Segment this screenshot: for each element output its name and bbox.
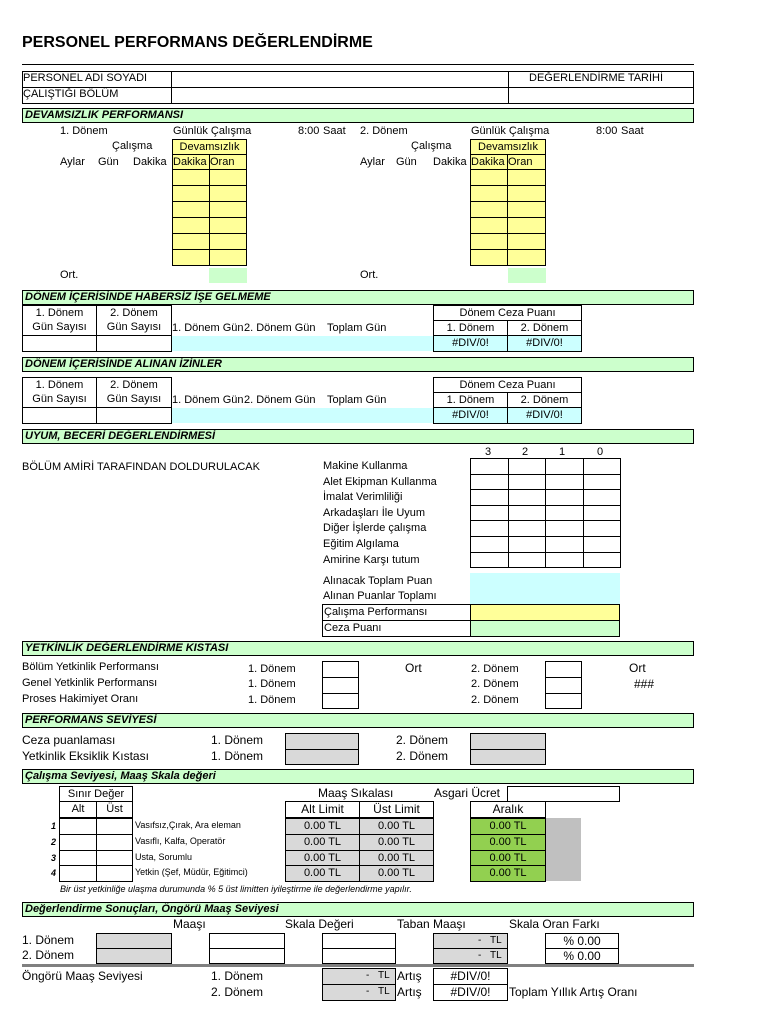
limit-alt: Alt — [59, 801, 97, 818]
skill-score-cell[interactable] — [583, 489, 622, 506]
skill-score-cell[interactable] — [545, 505, 584, 522]
salary-range-value: 0.00 TL — [470, 818, 546, 835]
level-p1-value-2 — [285, 749, 359, 765]
abs-p2-input[interactable] — [96, 335, 172, 352]
forecast-p1: 1. Dönem — [211, 969, 264, 983]
att-p1-dakika-cell[interactable] — [172, 233, 210, 250]
att-p2-dakika-cell[interactable] — [470, 249, 508, 266]
forecast-p2-artis: Artış — [397, 985, 422, 999]
att-p1-calisma: Çalışma — [112, 140, 153, 152]
salary-note: Bir üst yetkinliğe ulaşma durumunda % 5 üst limitten iyileştirme ile değerlendirme yapılır. — [60, 884, 412, 894]
att-p1-daily: Günlük Çalışma — [173, 125, 252, 137]
section-results: Değerlendirme Sonuçları, Öngörü Maaş Seviyesi — [22, 902, 694, 917]
abs-penalty-p1: 1. Dönem — [433, 320, 508, 336]
salary-ust-input[interactable] — [96, 865, 133, 882]
comp-ort-1: Ort — [405, 661, 422, 675]
skill-score-cell[interactable] — [470, 552, 509, 569]
att-p2-dakika-cell[interactable] — [470, 233, 508, 250]
att-p2-aylar: Aylar — [360, 156, 385, 168]
forecast-p2-dash: - — [366, 986, 370, 997]
salary-lower-value: 0.00 TL — [285, 834, 360, 851]
forecast-p2-err: #DIV/0! — [433, 984, 508, 1001]
res-p2-maas[interactable] — [209, 948, 285, 964]
comp-p2-3: 2. Dönem — [471, 694, 519, 706]
att-p1-dakika-cell[interactable] — [172, 201, 210, 218]
leave-penalty-head: Dönem Ceza Puanı — [433, 377, 582, 393]
skill-score-cell[interactable] — [470, 458, 509, 475]
abs-penalty-p1-value: #DIV/0! — [433, 335, 508, 352]
att-p2-ort: Ort. — [360, 269, 379, 281]
salary-row-label: Vasıflı, Kalfa, Operatör — [135, 835, 226, 846]
res-p1-maas[interactable] — [209, 933, 285, 949]
skill-score-cell[interactable] — [583, 505, 622, 522]
att-p1-dakika-cell[interactable] — [172, 217, 210, 234]
results-divider — [22, 964, 694, 967]
name-input[interactable] — [171, 71, 509, 88]
att-p1-oran-cell[interactable] — [209, 169, 247, 186]
att-p1-hours: 8:00 — [298, 125, 320, 137]
level-p2-value-1 — [470, 733, 546, 750]
salary-row-number: 4 — [51, 868, 57, 879]
salary-alt-input[interactable] — [59, 850, 97, 867]
abs-penalty-head: Dönem Ceza Puanı — [433, 305, 582, 321]
leave-penalty-p1: 1. Dönem — [433, 392, 508, 408]
skill-score-cell[interactable] — [508, 474, 547, 491]
lower-limit-head: Alt Limit — [285, 801, 360, 818]
range-side-block — [546, 818, 581, 881]
att-p1-dakika-a: Dakika — [133, 156, 167, 168]
leave-p2-gun: 2. Dönem Gün — [244, 394, 316, 406]
skills-score-2: 2 — [522, 446, 529, 458]
skill-score-cell[interactable] — [508, 536, 547, 553]
limit-ust: Üst — [96, 801, 133, 818]
comp-row-1: Bölüm Yetkinlik Performansı — [22, 661, 159, 673]
comp-p2-2: 2. Dönem — [471, 678, 519, 690]
forecast-p2: 2. Dönem — [211, 985, 264, 999]
section-level: PERFORMANS SEVİYESİ — [22, 713, 694, 728]
salary-row-number: 3 — [51, 852, 57, 863]
leave-p1-gun: 1. Dönem Gün — [172, 394, 244, 406]
skill-score-cell[interactable] — [545, 458, 584, 475]
res-ratio: Skala Oran Farkı — [509, 917, 600, 931]
level-row-1: Ceza puanlaması — [22, 733, 116, 747]
res-p1-gray — [96, 933, 172, 949]
skill-score-cell[interactable] — [508, 520, 547, 537]
skill-score-cell[interactable] — [545, 552, 584, 569]
att-p1-oran-cell[interactable] — [209, 233, 247, 250]
res-p2-scale[interactable] — [322, 948, 396, 964]
skill-score-cell[interactable] — [545, 536, 584, 553]
salary-upper-value: 0.00 TL — [359, 834, 434, 851]
res-base: Taban Maaşı — [397, 917, 466, 931]
leave-calc-cells — [172, 408, 434, 423]
skill-score-cell[interactable] — [470, 474, 509, 491]
abs-p2-head: 2. Dönem — [96, 305, 172, 321]
leave-penalty-p2: 2. Dönem — [507, 392, 582, 408]
comp-row-2: Genel Yetkinlik Performansı — [22, 677, 158, 689]
skill-item-label: Arkadaşları İle Uyum — [323, 506, 426, 519]
att-p1-saat: Saat — [323, 125, 346, 137]
forecast-p1-artis: Artış — [397, 969, 422, 983]
section-salary: Çalışma Seviyesi, Maaş Skala değeri — [22, 769, 694, 784]
skill-score-cell[interactable] — [470, 536, 509, 553]
skill-score-cell[interactable] — [583, 536, 622, 553]
att-p1-dakika-h: Dakika — [172, 154, 210, 170]
skill-item-label: Alet Ekipman Kullanma — [323, 475, 437, 488]
level-p2-2: 2. Dönem — [396, 749, 449, 763]
work-perf-value — [470, 604, 620, 621]
att-p2-label: 2. Dönem — [360, 125, 408, 137]
skill-item-label: Eğitim Algılama — [323, 538, 399, 550]
salary-alt-input[interactable] — [59, 865, 97, 882]
page-title: PERSONEL PERFORMANS DEĞERLENDİRME — [22, 34, 373, 51]
comp-hash: ### — [634, 677, 655, 691]
salary-lower-value: 0.00 TL — [285, 850, 360, 867]
leave-p2-days: Gün Sayısı — [96, 392, 172, 408]
comp-row-3: Proses Hakimiyet Oranı — [22, 693, 139, 705]
salary-upper-value: 0.00 TL — [359, 865, 434, 882]
skill-score-cell[interactable] — [508, 552, 547, 569]
forecast-p2-tl: TL — [378, 986, 390, 997]
salary-upper-value: 0.00 TL — [359, 818, 434, 835]
att-p1-devamsizlik: Devamsızlık — [172, 139, 247, 155]
abs-penalty-p2: 2. Dönem — [507, 320, 582, 336]
skill-score-cell[interactable] — [545, 520, 584, 537]
section-absence: DÖNEM İÇERİSİNDE HABERSİZ İŞE GELMEME — [22, 290, 694, 305]
level-p2-1: 2. Dönem — [396, 733, 449, 747]
date-label: DEĞERLENDİRME TARİHİ — [529, 72, 664, 84]
att-p1-ort: Ort. — [60, 269, 79, 281]
att-p2-ort-value — [508, 268, 546, 283]
att-p2-oran-cell[interactable] — [507, 233, 546, 250]
leave-p1-head: 1. Dönem — [22, 377, 97, 393]
att-p1-oran-cell[interactable] — [209, 185, 247, 202]
att-p1-dakika-cell[interactable] — [172, 169, 210, 186]
att-p1-dakika-cell[interactable] — [172, 249, 210, 266]
att-p2-dakika-cell[interactable] — [470, 185, 508, 202]
leave-penalty-p1-value: #DIV/0! — [433, 407, 508, 424]
att-p1-oran-h: Oran — [209, 154, 247, 170]
skills-score-0: 0 — [597, 446, 604, 458]
skills-total-value — [470, 573, 620, 605]
salary-ust-input[interactable] — [96, 818, 133, 835]
skill-score-cell[interactable] — [470, 505, 509, 522]
comp-p1-3: 1. Dönem — [248, 694, 296, 706]
salary-row-number: 2 — [51, 836, 57, 847]
salary-row-number: 1 — [51, 821, 57, 831]
salary-upper-value: 0.00 TL — [359, 850, 434, 867]
res-p2-gray — [96, 948, 172, 964]
res-p1-base-dash: - — [478, 935, 482, 946]
abs-p2-days: Gün Sayısı — [96, 320, 172, 336]
att-p1-oran-cell[interactable] — [209, 217, 247, 234]
skill-score-cell[interactable] — [583, 520, 622, 537]
comp-p1-input-1[interactable] — [322, 661, 359, 678]
att-p2-gun: Gün — [396, 156, 417, 168]
skill-item-label: Makine Kullanma — [323, 460, 408, 472]
att-p2-daily: Günlük Çalışma — [471, 125, 550, 137]
skills-got-label: Alınan Puanlar Toplamı — [323, 590, 437, 602]
att-p2-oran-cell[interactable] — [507, 249, 546, 266]
salary-lower-value: 0.00 TL — [285, 865, 360, 882]
salary-row-label: Usta, Sorumlu — [135, 851, 193, 862]
att-p2-oran-cell[interactable] — [507, 169, 546, 186]
dept-input[interactable] — [171, 87, 509, 104]
skill-item-label: İmalat Verimliliği — [323, 491, 403, 504]
level-p1-value-1 — [285, 733, 359, 750]
att-p1-dakika-cell[interactable] — [172, 185, 210, 202]
skill-score-cell[interactable] — [583, 552, 622, 569]
comp-ort-2: Ort — [629, 661, 646, 675]
att-p2-oran-h: Oran — [507, 154, 546, 170]
salary-alt-input[interactable] — [59, 834, 97, 851]
res-p2-pct: % 0.00 — [545, 948, 619, 964]
att-p1-oran-cell[interactable] — [209, 201, 247, 218]
min-wage-label: Asgari Ücret — [434, 786, 501, 800]
att-p1-aylar: Aylar — [60, 156, 85, 168]
skills-filler-note: BÖLÜM AMİRİ TARAFINDAN DOLDURULACAK — [22, 461, 260, 473]
salary-row-label: Yetkin (Şef, Müdür, Eğitimci) — [135, 867, 248, 878]
level-row-2: Yetkinlik Eksiklik Kıstası — [22, 749, 149, 763]
att-p2-hours: 8:00 — [596, 125, 618, 137]
level-p2-value-2 — [470, 749, 546, 765]
upper-limit-head: Üst Limit — [359, 801, 434, 818]
att-p1-gun: Gün — [98, 156, 119, 168]
att-p2-calisma: Çalışma — [411, 140, 452, 152]
skill-score-cell[interactable] — [470, 489, 509, 506]
att-p2-dakika-h: Dakika — [470, 154, 508, 170]
leave-p2-head: 2. Dönem — [96, 377, 172, 393]
skill-score-cell[interactable] — [545, 489, 584, 506]
skill-score-cell[interactable] — [508, 505, 547, 522]
comp-p2-input-2[interactable] — [545, 677, 582, 694]
skills-score-1: 1 — [559, 446, 566, 458]
res-p2-base-tl: TL — [490, 950, 502, 961]
comp-p1-input-2[interactable] — [322, 677, 359, 694]
section-leave: DÖNEM İÇERİSİNDE ALINAN İZİNLER — [22, 357, 694, 372]
leave-total: Toplam Gün — [327, 394, 387, 406]
level-p1-2: 1. Dönem — [211, 749, 264, 763]
penalty-label: Ceza Puanı — [324, 622, 382, 634]
skill-score-cell[interactable] — [545, 474, 584, 491]
skill-score-cell[interactable] — [508, 489, 547, 506]
att-p2-devamsizlik: Devamsızlık — [470, 139, 546, 155]
att-p2-dakika-cell[interactable] — [470, 201, 508, 218]
abs-p1-days: Gün Sayısı — [22, 320, 97, 336]
att-p1-ort-value — [209, 268, 247, 283]
salary-lower-value: 0.00 TL — [285, 818, 360, 835]
abs-penalty-p2-value: #DIV/0! — [507, 335, 582, 352]
res-p1-pct: % 0.00 — [545, 933, 619, 949]
leave-p1-input[interactable] — [22, 407, 97, 424]
att-p2-dakika-cell[interactable] — [470, 217, 508, 234]
comp-p1-input-3[interactable] — [322, 693, 359, 709]
leave-p2-input[interactable] — [96, 407, 172, 424]
abs-p1-head: 1. Dönem — [22, 305, 97, 321]
salary-alt-input[interactable] — [59, 818, 97, 835]
att-p2-dakika-a: Dakika — [433, 156, 467, 168]
scale-label: Maaş Sıkalası — [318, 786, 394, 800]
att-p2-saat: Saat — [621, 125, 644, 137]
work-perf-label: Çalışma Performansı — [324, 606, 428, 618]
salary-range-value: 0.00 TL — [470, 850, 546, 867]
salary-row-label: Vasıfsız,Çırak, Ara eleman — [135, 820, 241, 830]
att-p1-label: 1. Dönem — [60, 125, 108, 137]
skill-item-label: Diğer İşlerde çalışma — [323, 522, 427, 535]
res-maasi: Maaşı — [173, 917, 206, 931]
section-skills: UYUM, BECERİ DEĞERLENDİRMESİ — [22, 429, 694, 444]
res-p1: 1. Dönem — [22, 933, 75, 947]
forecast-p1-err: #DIV/0! — [433, 968, 508, 985]
leave-penalty-p2-value: #DIV/0! — [507, 407, 582, 424]
att-p2-oran-cell[interactable] — [507, 185, 546, 202]
comp-p2-1: 2. Dönem — [471, 663, 519, 675]
leave-p1-days: Gün Sayısı — [22, 392, 97, 408]
skills-score-3: 3 — [485, 446, 492, 458]
salary-range-value: 0.00 TL — [470, 865, 546, 882]
att-p2-dakika-cell[interactable] — [470, 169, 508, 186]
comp-p1-1: 1. Dönem — [248, 663, 296, 675]
skill-score-cell[interactable] — [583, 474, 622, 491]
limit-head: Sınır Değer — [59, 786, 133, 802]
title-rule — [22, 64, 694, 65]
salary-ust-input[interactable] — [96, 834, 133, 851]
att-p2-oran-cell[interactable] — [507, 217, 546, 234]
salary-range-value: 0.00 TL — [470, 834, 546, 851]
res-p2-base-dash: - — [478, 950, 482, 961]
res-p1-scale[interactable] — [322, 933, 396, 949]
comp-p2-input-3[interactable] — [545, 693, 582, 709]
name-label: PERSONEL ADI SOYADI — [23, 72, 148, 84]
forecast-label: Öngörü Maaş Seviyesi — [22, 969, 143, 983]
att-p1-oran-cell[interactable] — [209, 249, 247, 266]
min-wage-input[interactable] — [507, 786, 620, 802]
comp-p2-input-1[interactable] — [545, 661, 582, 678]
salary-ust-input[interactable] — [96, 850, 133, 867]
forecast-yearly: Toplam Yıllık Artış Oranı — [509, 985, 638, 999]
abs-p2-gun: 2. Dönem Gün — [244, 322, 316, 334]
abs-p1-input[interactable] — [22, 335, 97, 352]
dept-label: ÇALIŞTIĞI BÖLÜM — [23, 88, 119, 100]
res-scale: Skala Değeri — [285, 917, 354, 931]
date-input[interactable] — [508, 87, 694, 104]
forecast-p1-tl: TL — [378, 970, 390, 981]
section-competence: YETKİNLİK DEĞERLENDİRME KISTASI — [22, 641, 694, 656]
res-p2: 2. Dönem — [22, 948, 75, 962]
abs-total: Toplam Gün — [327, 322, 387, 334]
skill-score-cell[interactable] — [583, 458, 622, 475]
skill-score-cell[interactable] — [508, 458, 547, 475]
range-head: Aralık — [470, 801, 546, 818]
comp-p1-2: 1. Dönem — [248, 678, 296, 690]
res-p1-base-tl: TL — [490, 935, 502, 946]
forecast-p1-dash: - — [366, 970, 370, 981]
skill-item-label: Amirine Karşı tutum — [323, 553, 420, 566]
section-attendance: DEVAMSIZLIK PERFORMANSI — [22, 108, 694, 123]
level-p1-1: 1. Dönem — [211, 733, 264, 747]
abs-calc-cells — [172, 336, 434, 351]
skills-total-label: Alınacak Toplam Puan — [323, 575, 433, 587]
skill-score-cell[interactable] — [470, 520, 509, 537]
abs-p1-gun: 1. Dönem Gün — [172, 322, 244, 334]
penalty-value — [470, 620, 620, 637]
att-p2-oran-cell[interactable] — [507, 201, 546, 218]
